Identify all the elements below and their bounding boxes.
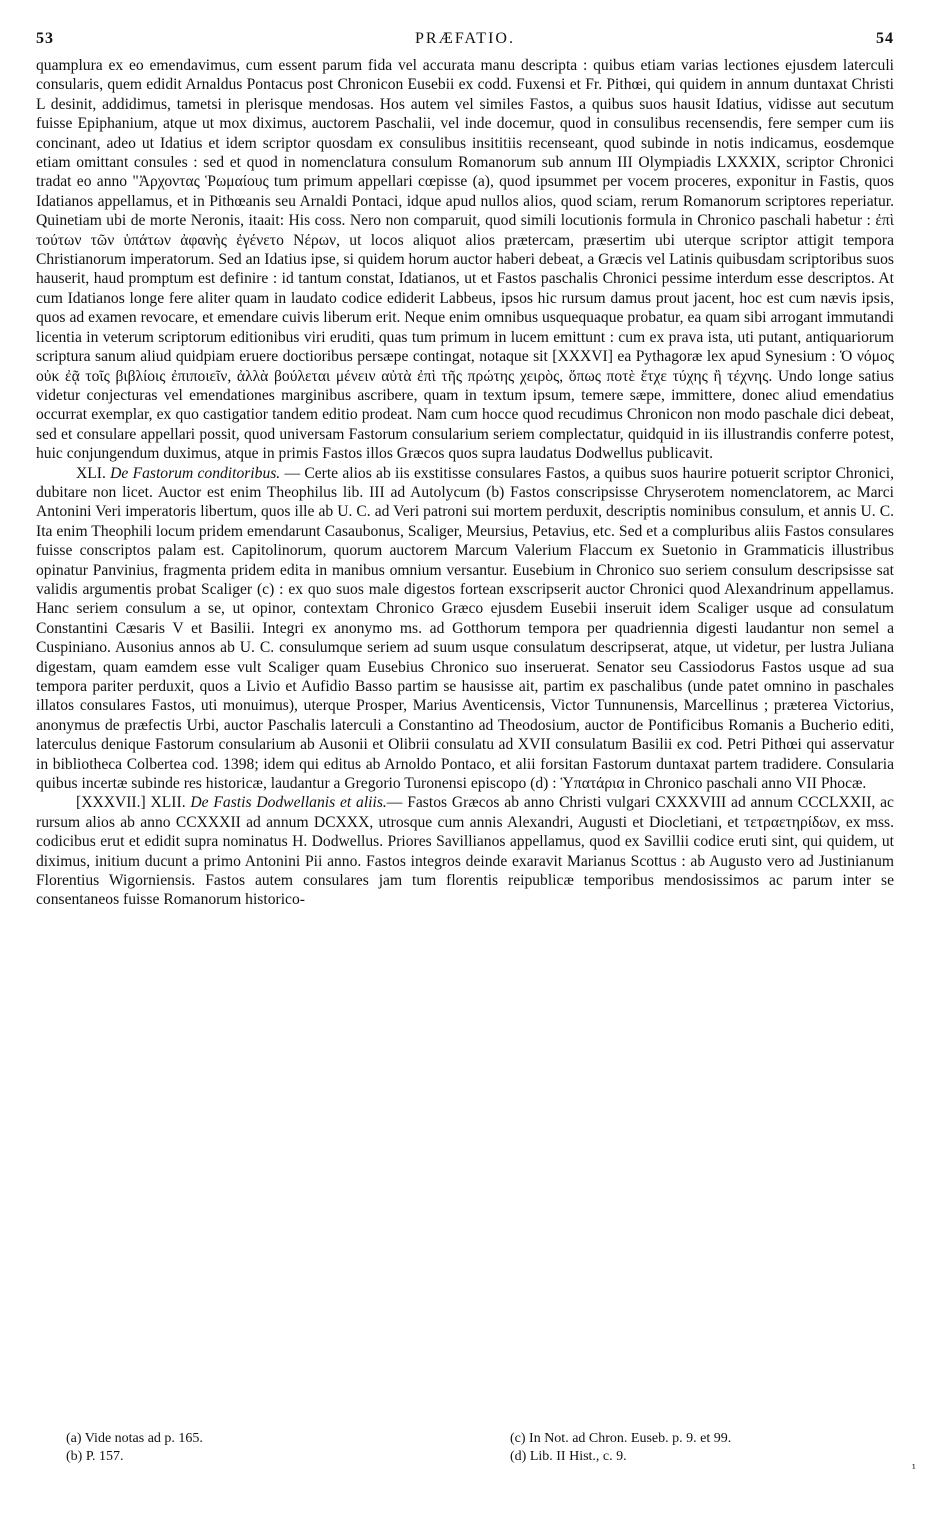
document-page xyxy=(36,30,916,1520)
running-title: PRÆFATIO. xyxy=(415,30,515,47)
running-head xyxy=(36,30,894,48)
footnote-d: (d) Lib. II Hist., c. 9. xyxy=(510,1449,627,1464)
right-page-number: 54 xyxy=(875,30,894,47)
section-42-text: — Fastos Græcos ab anno Christi vulgari CXXXVIII ad annum CCCLXXII, ac rursum alios ab anno CCXXXII ad annum DCXXX, utrosque cum annis Alexandri, Augusti et Diocletiani, et τετραετηρίδων, ex mss. codicibus erut et edidit supra nominatus H. Dodwellus. Priores Savillianos appellamus, quod ex Savillii codice eruti sint, qui quidem, ut diximus, initium ducunt a primo Antonini Pii anno. Fastos integros deinde exaravit Marianus Scottus : ab Augusto vero ad Justinianum Florentius Wigorniensis. Fastos autem consulares jam tum florentis reipublicæ temporibus mendosissimos ac parum inter se consentaneos fuisse Romanorum historico- xyxy=(36,794,894,909)
section-42-number: [XXXVII.] XLII. xyxy=(76,794,186,812)
section-42 xyxy=(36,793,894,909)
footnote-c: (c) In Not. ad Chron. Euseb. p. 9. et 99. xyxy=(510,1431,732,1446)
left-page-number: 53 xyxy=(36,30,54,47)
footnote-b: (b) P. 157. xyxy=(66,1449,124,1464)
footnotes xyxy=(36,1430,894,1466)
section-41-number: XLI. xyxy=(76,464,106,482)
section-41-title: De Fastorum conditoribus. xyxy=(110,464,281,482)
footnote-a: (a) Vide notas ad p. 165. xyxy=(66,1431,203,1446)
paragraph-continuation: quamplura ex eo emendavimus, cum essent parum fida vel accurata manu descripta : quibus etiam varias lectiones ejusdem laterculi consularis, quem edidit Arnaldus Pontacus post Chronicon Eusebii ex codd. Fuxensi et Fr. Pithœi, qui quidem in annum duntaxat Christi L desinit, addidimus, tametsi in plerisque mendosas. Hos autem vel similes Fastos, a quibus suos hausit Idatius, vidisse aut secutum fuisse Epiphanium, atque ut mox diximus, auctorem Paschalii, vel inde docemur, quod in consulibus recensendis, fere semper cum iis concinant, adeo ut Idatius et idem scriptor quosdam ex consulibus insititiis recenseant, quod subinde in notis indicamus, eosdemque etiam omittant consules : sed et quod in nomenclatura consulum Romanorum sub annum III Olympiadis LXXXIX, scriptor Chronici tradat eo anno "Ἀρχοντας Ῥωμαίους tum primum appellari cœpisse (a), quod ipsummet per vocem proceres, exponitur in Fastis, quos Idatianos appellamus, et in Pithœanis seu Arnaldi Pontaci, idque apud nullos alios, quod sciam, rerum Romanorum scriptores reperiatur. Quinetiam ubi de morte Neronis, itaait: His coss. Nero non comparuit, quod simili locutionis formula in Chronico paschali habetur : ἐπὶ τούτων τῶν ὑπάτων ἀφανὴς ἐγένετο Νέρων, ut locos aliquot alios prætercam, præsertim ubi uterque scriptor attigit tempora Christianorum imperatorum. Sed an Idatius ipse, si quidem horum auctor haberi debeat, a Græcis vel Latinis quibusdam scriptoribus suos hauserit, haud promptum est definire : id tantum constat, Idatianos, ut et Fastos paschalis Chronici pessime interdum esse descriptos. At cum Idatianos longe fere aliter quam in laudato codice ediderit Labbeus, ipsos hic rursum damus prout jacent, hoc est cum nævis ipsis, quos ad examen revocare, et emendare cuivis liberum erit. Neque enim omnibus usquequaque probatur, ea quam sibi arrogant immutandi licentia in veterum scriptorum editionibus viri eruditi, quas tum primum in lucem emittunt : cum ex prava ista, uti putant, antiquariorum scriptura sanum aliud quidpiam eruere doctioribus persæpe contingat, notaque sit [XXXVI] ea Pythagoræ lex apud Synesium : Ὁ νόμος οὐκ ἐᾷ τοῖς βιβλίοις ἐπιποιεῖν, ἀλλὰ βούλεται μένειν αὐτὰ ἐπὶ τῆς πρώτης χειρὸς, ὅπως ποτὲ ἔτχε τύχης ἢ τέχνης. Undo longe satius videtur conjecturas vel emendationes marginibus ascribere, quam in textum ipsum, temere sæpe, immittere, donec aliud emendatius occurrat exemplar, ex quo castigatior tandem editio prodeat. Nam cum hocce quod recudimus Chronicon non modo paschale dici debeat, sed et consulare appellari possit, quod universam Fastorum consularium seriem complectatur, quidquid in iis illustrandis conferre potest, huic conjungendum duximus, atque in primis Fastos illos Græcos quos supra laudatus Dodwellus publicavit. xyxy=(36,57,894,463)
body-text xyxy=(36,56,894,910)
margin-mark: ¹ xyxy=(911,1462,916,1475)
section-41 xyxy=(36,464,894,794)
section-41-text: — Certe alios ab iis exstitisse consulares Fastos, a quibus suos haurire potuerit scriptor Chronici, dubitare non licet. Auctor est enim Theophilus lib. III ad Autolycum (b) Fastos conscripsisse Chryserotem nomenclatorem, ac Marci Antonini Veri imperatoris libertum, quos ille ab U. C. ad Veri patroni sui mortem perduxit, descriptis nominibus consulum, et annis U. C. Ita enim Theophili locum pridem emendarunt Casaubonus, Scaliger, Meursius, Petavius, etc. Sed et a compluribus aliis Fastos consulares fuisse conscriptos palam est. Capitolinorum, quorum auctorem Marcum Valerium Flaccum ex Suetonio in Grammaticis illustribus opinatur Panvinius, fragmenta pridem edita in manibus omnium versantur. Eusebium in Chronico suo seriem consulum descripsisse sat validis argumentis probat Scaliger (c) : ex quo suos male digestos fortean exscripserit auctor Chronici quod Alexandrinum appellamus. Hanc seriem consulum a se, ut opinor, contextam Chronico Græco ejusdem Eusebii inseruit idem Scaliger usque ad consulatum Constantini Cæsaris V et Basilii. Integri ex anonymo ms. ad Gotthorum tempora per quadriennia digesti laudantur non semel a Cuspiniano. Ausonius annos ab U. C. consulumque seriem ad suum usque consulatum descripserat, atque, ut videtur, per lustra Juliana digestam, quam eamdem esse vult Scaliger quam Eusebius Chronico suo inseruerat. Senator seu Cassiodorus Fastos usque ad sua tempora pariter perduxit, quos a Livio et Aufidio Basso partim se hausisse ait, partim ex paschalibus (unde patet omnino in paschales illatos consulares Fastos, uti monuimus), uterque Prosper, Marius Aventicensis, Victor Tunnunensis, Marcellinus ; præterea Victorius, anonymus de præfectis Urbi, auctor Paschalis laterculi a Constantino ad Theodosium, auctor de Pontificibus Romanis a Bucherio editi, laterculus denique Fastorum consularium ab Ausonii et Olibrii consulatu ad XVII consulatum Basilii ex cod. Petri Pithœi qui asservatur in bibliotheca Colbertea cod. 1398; idem qui editus ab Arnoldo Pontaco, et alii forsitan Fastorum duntaxat partem tradidere. Consularia quibus incertæ subinde res historicæ, laudantur a Gregorio Turonensi episcopo (d) : Ὑπατάρια in Chronico paschali anno VII Phocæ. xyxy=(36,464,894,793)
section-42-title: De Fastis Dodwellanis et aliis. xyxy=(190,794,387,812)
